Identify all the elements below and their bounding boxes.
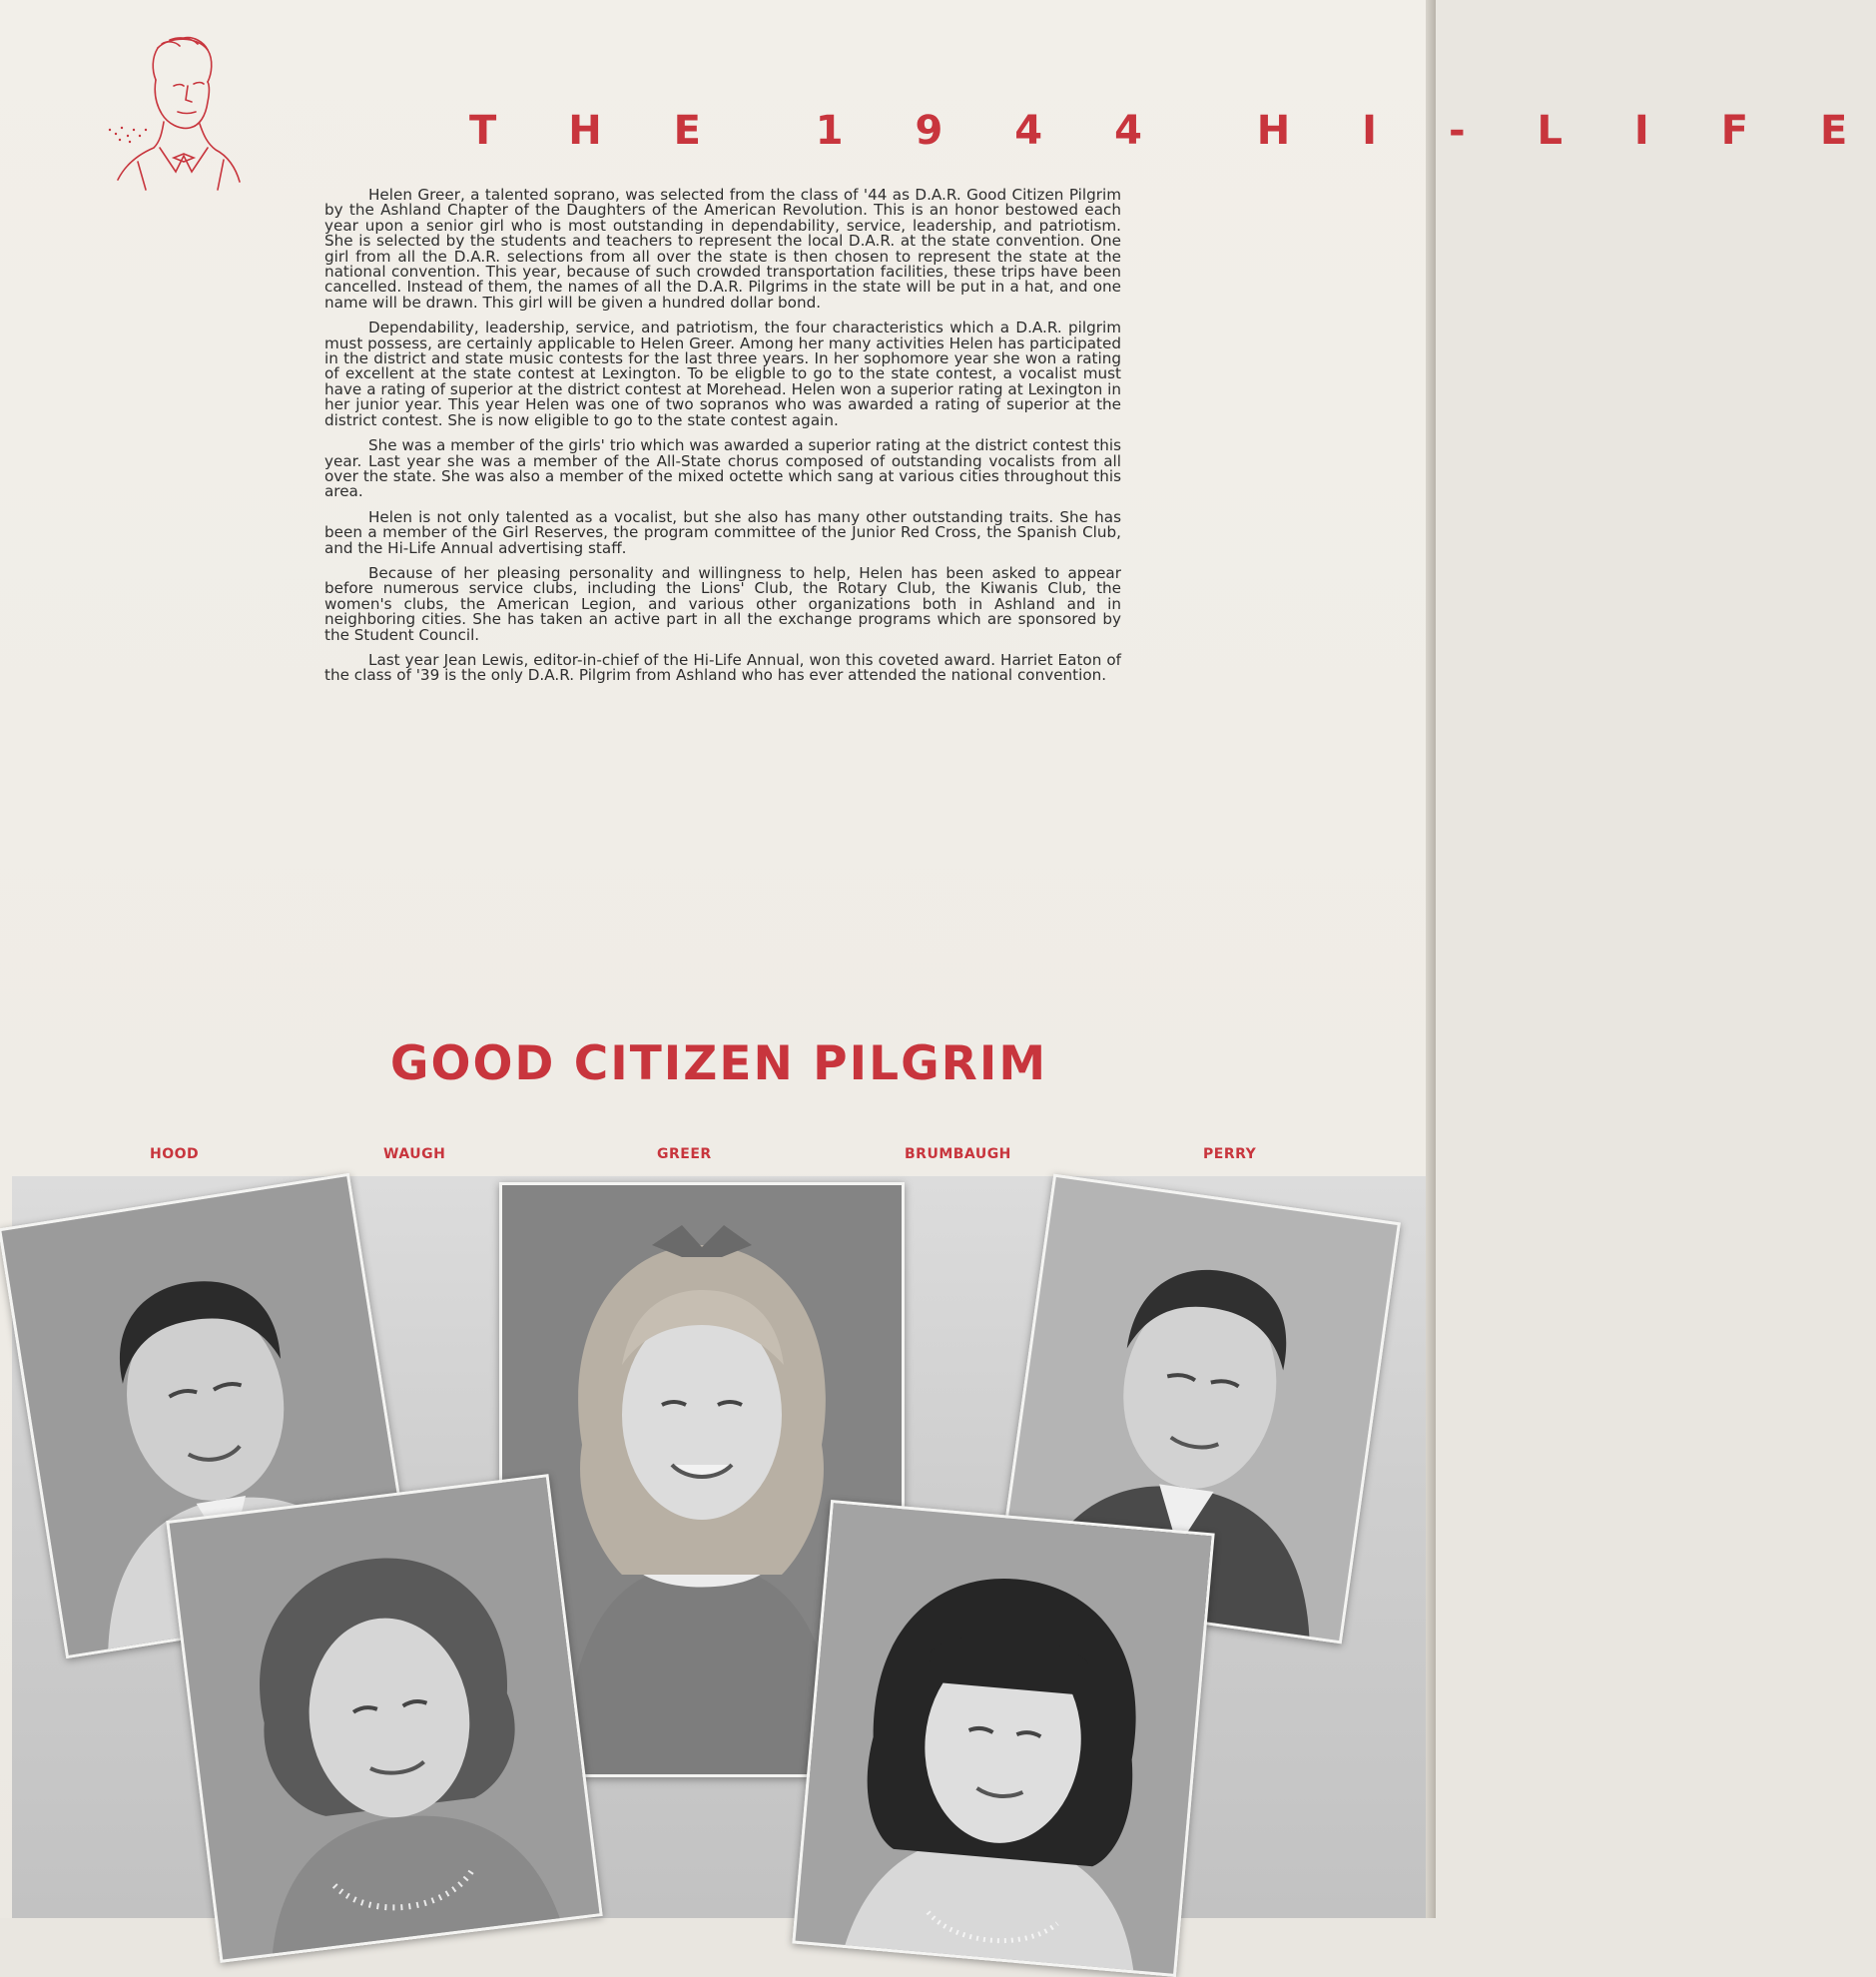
article-paragraph: She was a member of the girls' trio which was awarded a superior rating at the district contest this year. Last year she was a member of the All-State chorus composed of outstanding vocalists from all over the state. She was also a member of the mixed octette which sang at various cities throughout this area. [324, 436, 1121, 501]
section-title: GOOD CITIZEN PILGRIM [389, 1036, 1048, 1091]
article-paragraph: Because of her pleasing personality and willingness to help, Helen has been asked to appear before numerous service clubs, including the Lions' Club, the Rotary Club, the Kiwanis Club, the women's clubs, the American Legion, and various other organizations both in Ashland and in neighboring cities. She has taken an active part in all the exchange programs which are sponsored by the Student Council. [324, 563, 1121, 644]
name-label-waugh: WAUGH [383, 1146, 446, 1162]
article-paragraph: Dependability, leadership, service, and patriotism, the four characteristics which a D.A.R. pilgrim must possess, are certainly applicable to Helen Greer. Among her many activities Helen has participated in the district and state music contests for the last three years. In her sophomore year she won a rating of excellent at the state contest at Lexington. To be eligble to go to the state contest, a vocalist must have a rating of superior at the district contest at Morehead. Helen won a superior rating at Lexington in her junior year. This year Helen was one of two sopranos who was awarded a rating of superior at the district contest. She is now eligible to go to the state contest again. [324, 319, 1121, 429]
name-label-perry: PERRY [1203, 1146, 1257, 1162]
article-paragraph: Helen is not only talented as a vocalist, but she also has many other outstanding traits. She has been a member of the Girl Reserves, the program committee of the Junior Red Cross, the Spanish Club, and the Hi-Life Annual advertising staff. [324, 507, 1121, 557]
portrait-collage [12, 1176, 1426, 1918]
article-paragraph: Last year Jean Lewis, editor-in-chief of the Hi-Life Annual, won this coveted award. Harriet Eaton of the class of '39 is the only D.A.R. Pilgrim from Ashland who has ever attended the national convention. [324, 650, 1121, 685]
page-binding-edge [1426, 0, 1436, 1918]
article-paragraph: Helen Greer, a talented soprano, was selected from the class of '44 as D.A.R. Good Citizen Pilgrim by the Ashland Chapter of the Daughters of the American Revolution. This is an honor bestowed each year upon a senior girl who is most outstanding in dependability, service, leadership, and patriotism. She is selected by the students and teachers to represent the local D.A.R. at the state convention. One girl from all the D.A.R. selections from all over the state is then chosen to represent the state at the national convention. This year, because of such crowded transportation facilities, these trips have been cancelled. Instead of them, the names of all the D.A.R. Pilgrims in the state will be put in a hat, and one name will be drawn. This girl will be given a hundred dollar bond. [324, 186, 1121, 312]
name-label-brumbaugh: BRUMBAUGH [905, 1146, 1011, 1162]
name-label-greer: GREER [657, 1146, 712, 1162]
portrait-photo-waugh [166, 1474, 602, 1963]
mascot-portrait-sketch [100, 30, 250, 200]
article-body [324, 188, 1121, 694]
header-title: T H E 1 9 4 4 H I - L I F E [469, 108, 1876, 154]
name-label-hood: HOOD [150, 1146, 200, 1162]
portrait-photo-brumbaugh [792, 1500, 1214, 1977]
